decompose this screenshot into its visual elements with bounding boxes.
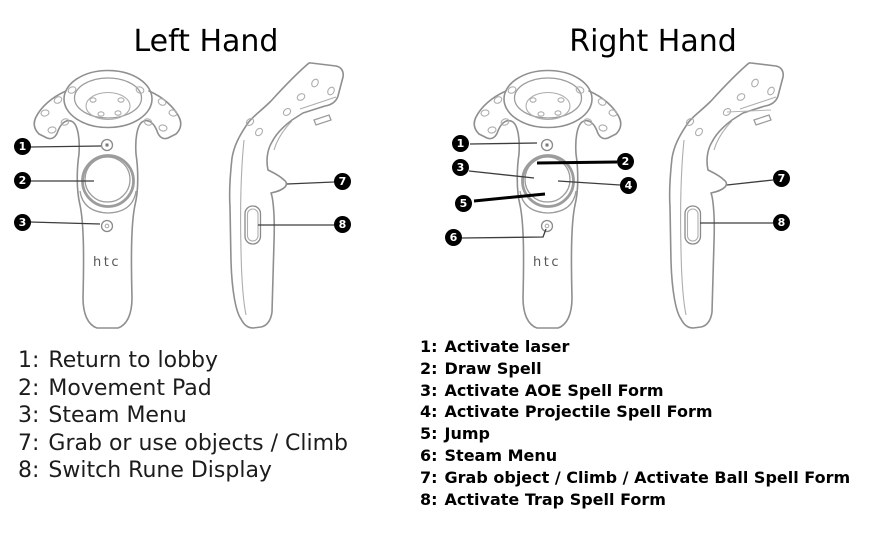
legend-item-number: 8: [420,489,438,509]
left-hand-title: Left Hand [133,24,279,59]
callout-badge-right-5: 5 [455,195,472,212]
legend-item [420,467,850,489]
legend-item [420,380,850,402]
legend-item-label: Switch Rune Display [48,458,272,484]
left-hand-legend [18,347,348,485]
legend-item-number: 1: [420,337,438,356]
legend-item [18,347,348,375]
legend-item-label: Activate Projectile Spell Form [444,402,713,422]
legend-item-number: 6: [420,445,438,465]
legend-item [420,401,850,423]
right-hand-legend [420,336,850,510]
legend-item-label: Grab object / Climb / Activate Ball Spell Form [444,467,851,487]
legend-item [18,375,348,403]
legend-item-number: 7: [420,467,438,487]
right-hand-title: Right Hand [569,24,737,59]
callout-badge-left-7: 7 [334,173,351,190]
legend-item-label: Activate AOE Spell Form [444,380,664,400]
legend-item [18,430,348,458]
legend-item-number: 5: [420,424,438,444]
legend-item-number: 2: [420,358,438,378]
legend-item-number: 8: [18,458,40,484]
legend-item [18,457,348,485]
legend-item-number: 3: [420,380,438,400]
callout-badge-right-4: 4 [620,177,637,194]
legend-item-label: Activate laser [444,337,570,356]
callout-badge-left-1: 1 [14,138,31,155]
legend-item-label: Steam Menu [444,445,558,465]
callout-badge-right-1: 1 [452,135,469,152]
legend-item [420,358,850,380]
legend-item [18,402,348,430]
left-side-view [230,63,344,328]
callout-badge-left-3: 3 [14,214,31,231]
callout-badge-left-8: 8 [334,216,351,233]
legend-item-label: Movement Pad [48,375,212,401]
legend-item-number: 2: [18,375,40,401]
callout-badge-left-2: 2 [14,172,31,189]
legend-item [420,423,850,445]
legend-item-label: Draw Spell [444,358,542,378]
legend-item-number: 7: [18,430,40,456]
legend-item-label: Return to lobby [48,348,219,373]
legend-item-label: Jump [444,424,490,444]
legend-item-number: 1: [18,348,40,373]
legend-item-label: Grab or use objects / Climb [48,430,349,456]
right-side-view [670,63,784,328]
legend-item-label: Activate Trap Spell Form [444,489,666,509]
left-front-view [34,71,180,329]
legend-item [420,445,850,467]
callout-badge-right-6: 6 [445,229,462,246]
callout-badge-right-7: 7 [773,170,790,187]
legend-item-number: 3: [18,403,40,429]
left-callout-lines [30,146,334,225]
callout-badge-right-3: 3 [452,159,469,176]
legend-item-number: 4: [420,402,438,422]
right-callout-lines [462,110,773,238]
legend-item [420,489,850,511]
callout-badge-right-8: 8 [773,214,790,231]
callout-badge-right-2: 2 [617,153,634,170]
legend-item [420,336,850,358]
legend-item-label: Steam Menu [48,403,187,429]
